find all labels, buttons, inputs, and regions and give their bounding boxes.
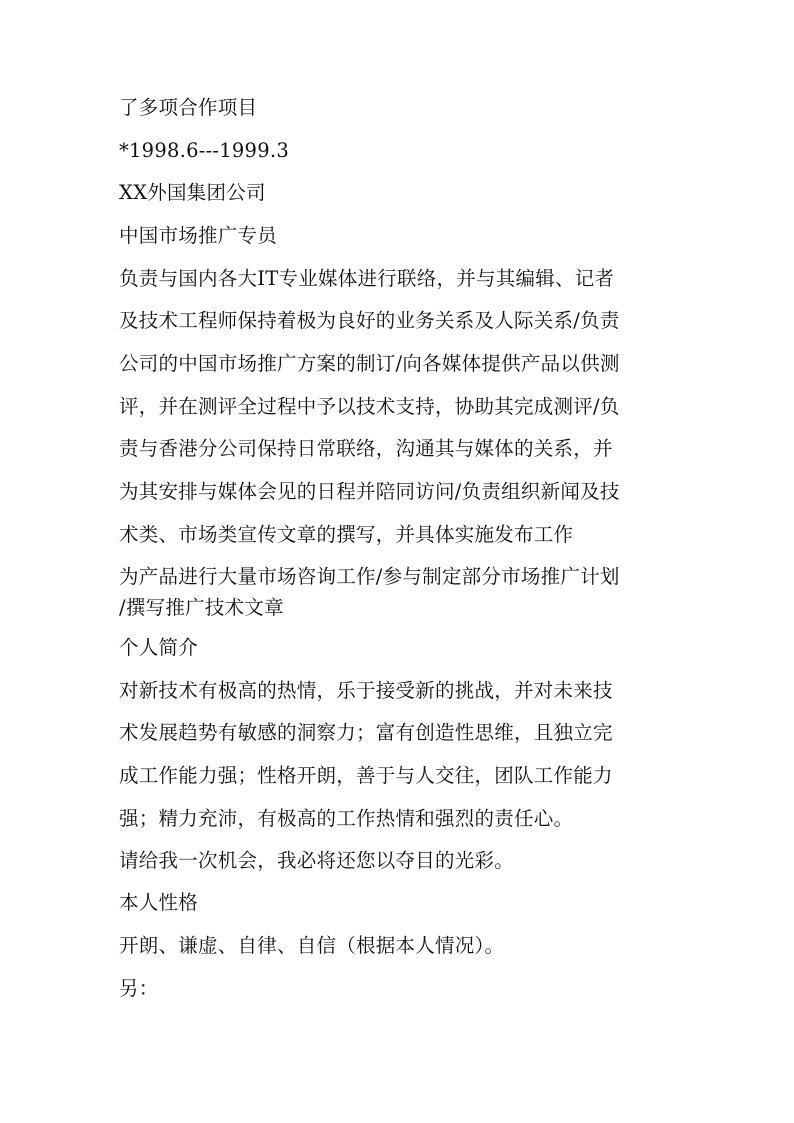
text-line: 负责与国内各大IT专业媒体进行联络，并与其编辑、记者 (119, 267, 615, 290)
text-line: 为其安排与媒体会见的日程并陪同访问/负责组织新闻及技 (119, 480, 620, 503)
text-line: 对新技术有极高的热情，乐于接受新的挑战，并对未来技 (119, 679, 613, 702)
text-line: 另： (119, 977, 159, 1000)
text-line: 及技术工程师保持着极为良好的业务关系及人际关系/负责 (119, 309, 620, 332)
text-line: 成工作能力强；性格开朗，善于与人交往，团队工作能力 (119, 764, 613, 787)
text-line: 开朗、谦虚、自律、自信（根据本人情况）。 (119, 934, 505, 957)
text-line: 责与香港分公司保持日常联络，沟通其与媒体的关系，并 (119, 437, 613, 460)
text-line: 术发展趋势有敏感的洞察力；富有创造性思维，且独立完 (119, 721, 613, 744)
text-line: 术类、市场类宣传文章的撰写，并具体实施发布工作 (119, 523, 574, 546)
text-line: /撰写推广技术文章 (119, 596, 284, 619)
text-line: 请给我一次机会，我必将还您以夺目的光彩。 (119, 849, 515, 872)
text-line: XX外国集团公司 (119, 181, 266, 204)
text-line: 中国市场推广专员 (119, 224, 278, 247)
section-heading: 本人性格 (119, 891, 199, 914)
text-line: 强；精力充沛，有极高的工作热情和强烈的责任心。 (119, 807, 574, 830)
text-line: 公司的中国市场推广方案的制订/向各媒体提供产品以供测 (119, 352, 620, 375)
text-line: *1998.6---1999.3 (119, 139, 289, 162)
section-heading: 个人简介 (119, 636, 199, 659)
text-line: 了多项合作项目 (119, 96, 258, 119)
text-line: 为产品进行大量市场咨询工作/参与制定部分市场推广计划 (119, 565, 620, 588)
text-line: 评，并在测评全过程中予以技术支持，协助其完成测评/负 (119, 395, 620, 418)
